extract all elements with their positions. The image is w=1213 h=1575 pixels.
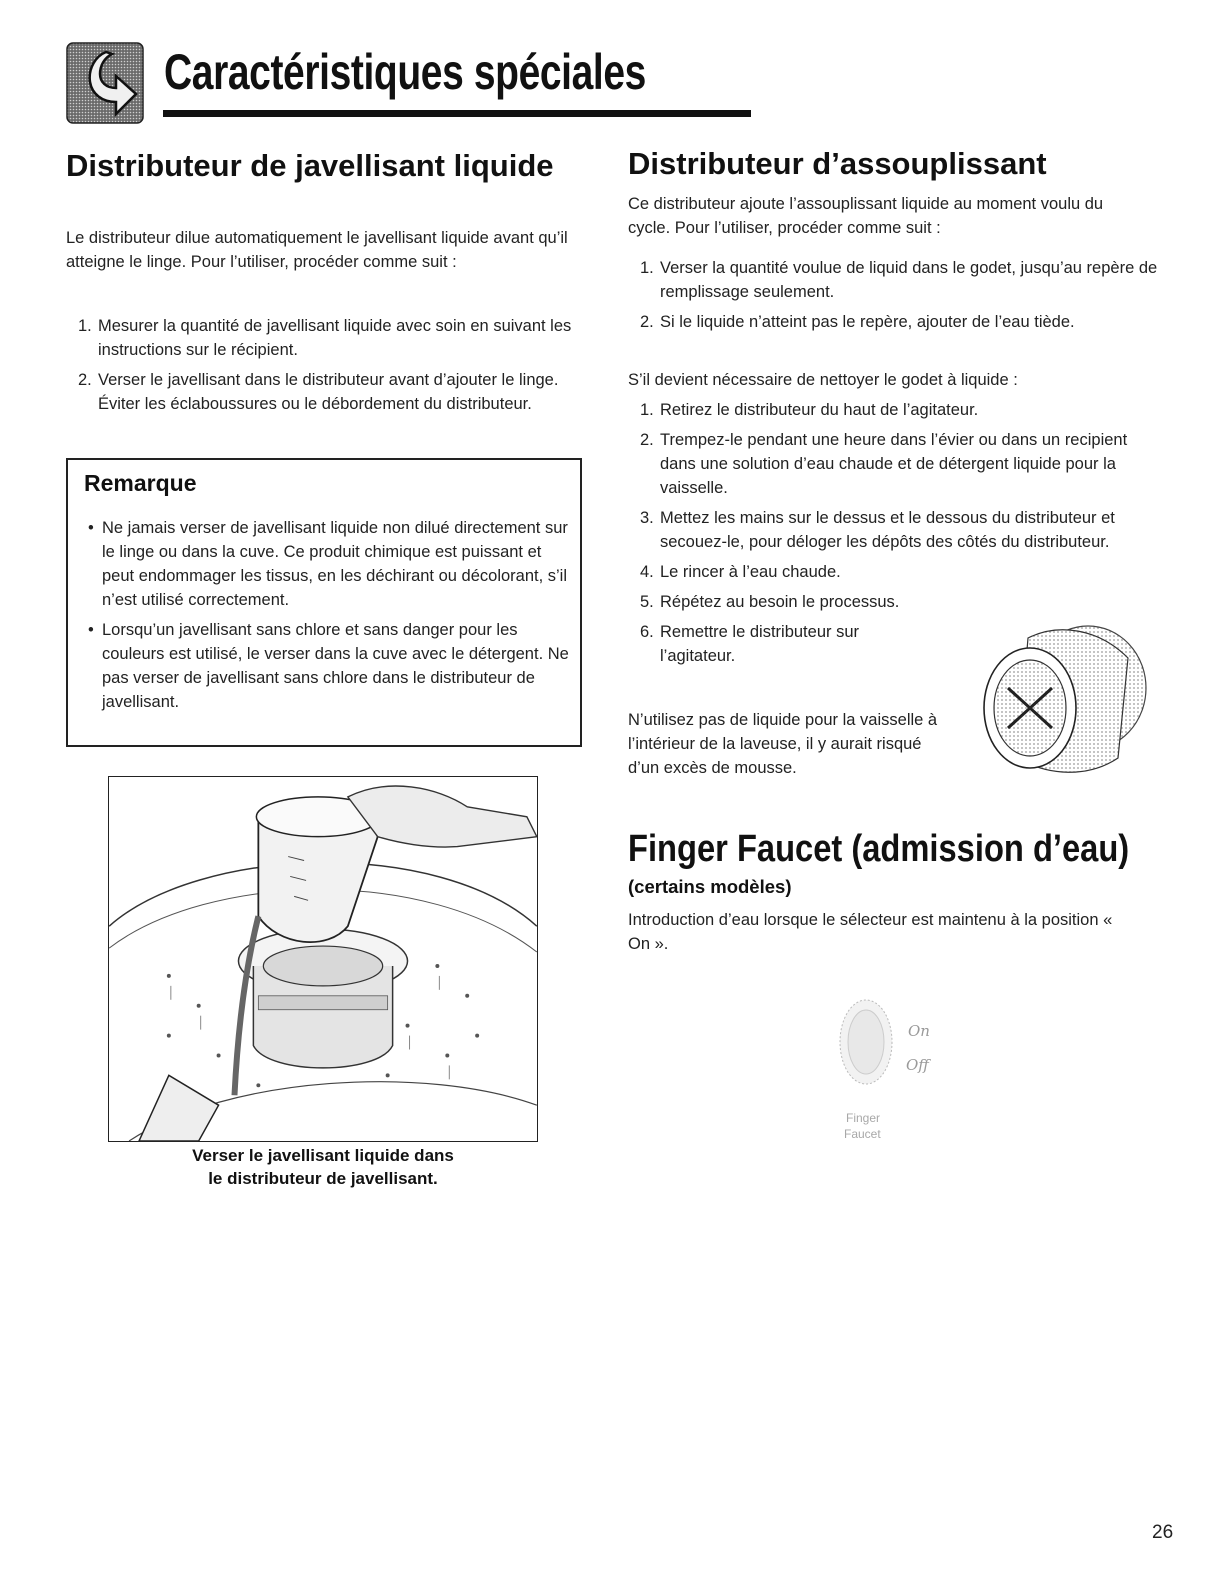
list-item: • Ne jamais verser de javellisant liquide non dilué directement sur le linge ou dans la cuve. Ce produit chimique est puissant et peut endommager les tissus, en les déchirant ou décolorant, s’il n’est utilisé correctement. [80,516,576,612]
finger-faucet-description: Introduction d’eau lorsque le sélecteur est maintenu à la position « On ». [628,911,1113,953]
step-number: 2. [640,431,654,449]
list-item [66,314,576,362]
step-text: Remettre le distributeur sur l’agitateur. [660,623,859,665]
finger-faucet-subtitle: (certains modèles) [628,876,792,897]
step-number: 6. [640,623,654,641]
step-number: 5. [640,593,654,611]
faucet-finger-label: Finger [846,1111,881,1125]
list-item [628,398,1148,422]
list-item [628,256,1168,304]
step-number: 4. [640,563,654,581]
caption-line: Verser le javellisant liquide dans [192,1146,454,1165]
step-number: 2. [78,371,92,389]
pouring-bleach-illustration [108,776,538,1142]
list-item [628,560,1148,584]
step-text: Verser la quantité voulue de liquid dans le godet, jusqu’au repère de remplissage seulement. [660,259,1158,301]
cleaning-intro: S’il devient nécessaire de nettoyer le godet à liquide : [628,371,1018,389]
note-box [66,458,582,747]
faucet-faucet-label: Faucet [844,1127,881,1141]
page-title: Caractéristiques spéciales [164,44,646,100]
bleach-steps [66,314,576,422]
list-item [628,428,1148,500]
list-item: • Lorsqu’un javellisant sans chlore et sans danger pour les couleurs est utilisé, le verser dans la cuve avec le détergent. Ne pas verser de javellisant sans chlore dans le distributeur de javellisant. [80,618,576,714]
finger-faucet-title: Finger Faucet (admission d’eau) [628,828,1130,870]
title-underline [163,110,751,117]
page-number: 26 [1152,1522,1174,1543]
step-number: 1. [640,401,654,419]
bleach-intro: Le distributeur dilue automatiquement le javellisant liquide avant qu’il atteigne le linge. Pour l’utiliser, procéder comme suit : [66,229,568,271]
finger-faucet-illustration [824,992,944,1152]
note-title: Remarque [84,470,197,496]
list-item [628,590,920,614]
step-text: Mettez les mains sur le dessus et le dessous du distributeur et secouez-le, pour déloger les dépôts des côtés du distributeur. [660,509,1115,551]
softener-dispenser-illustration [968,618,1152,784]
illustration-caption [108,1144,538,1190]
detergent-warning: N’utilisez pas de liquide pour la vaisselle à l’intérieur de la laveuse, il y aurait risqué d’un excès de mousse. [628,711,938,777]
step-text: Verser le javellisant dans le distributeur avant d’ajouter le linge. Éviter les éclaboussures ou le débordement du distributeur. [98,371,559,413]
step-text: Retirez le distributeur du haut de l’agitateur. [660,401,979,419]
step-text: Trempez-le pendant une heure dans l’évier ou dans un recipient dans une solution d’eau chaude et de détergent liquide pour la vaisselle. [660,431,1128,497]
step-text: Si le liquide n’atteint pas le repère, ajouter de l’eau tiède. [660,313,1075,331]
faucet-off-label: Off [906,1056,929,1074]
step-number: 1. [78,317,92,335]
step-text: Le rincer à l’eau chaude. [660,563,841,581]
step-number: 1. [640,259,654,277]
arrow-badge-icon [66,42,144,124]
step-number: 3. [640,509,654,527]
caption-line: le distributeur de javellisant. [208,1169,438,1188]
list-item [628,620,920,668]
note-list [80,516,576,720]
softener-dispenser-title: Distributeur d’assouplissant [628,146,1047,181]
softener-steps [628,256,1168,340]
softener-intro: Ce distributeur ajoute l’assouplissant liquide au moment voulu du cycle. Pour l’utiliser, procéder comme suit : [628,195,1104,237]
faucet-on-label: On [908,1022,930,1040]
step-number: 2. [640,313,654,331]
list-item [628,310,1168,334]
list-item [628,506,1148,554]
step-text: Répétez au besoin le processus. [660,593,900,611]
step-text: Mesurer la quantité de javellisant liquide avec soin en suivant les instructions sur le récipient. [98,317,572,359]
list-item [66,368,576,416]
bleach-dispenser-title: Distributeur de javellisant liquide [66,148,554,183]
